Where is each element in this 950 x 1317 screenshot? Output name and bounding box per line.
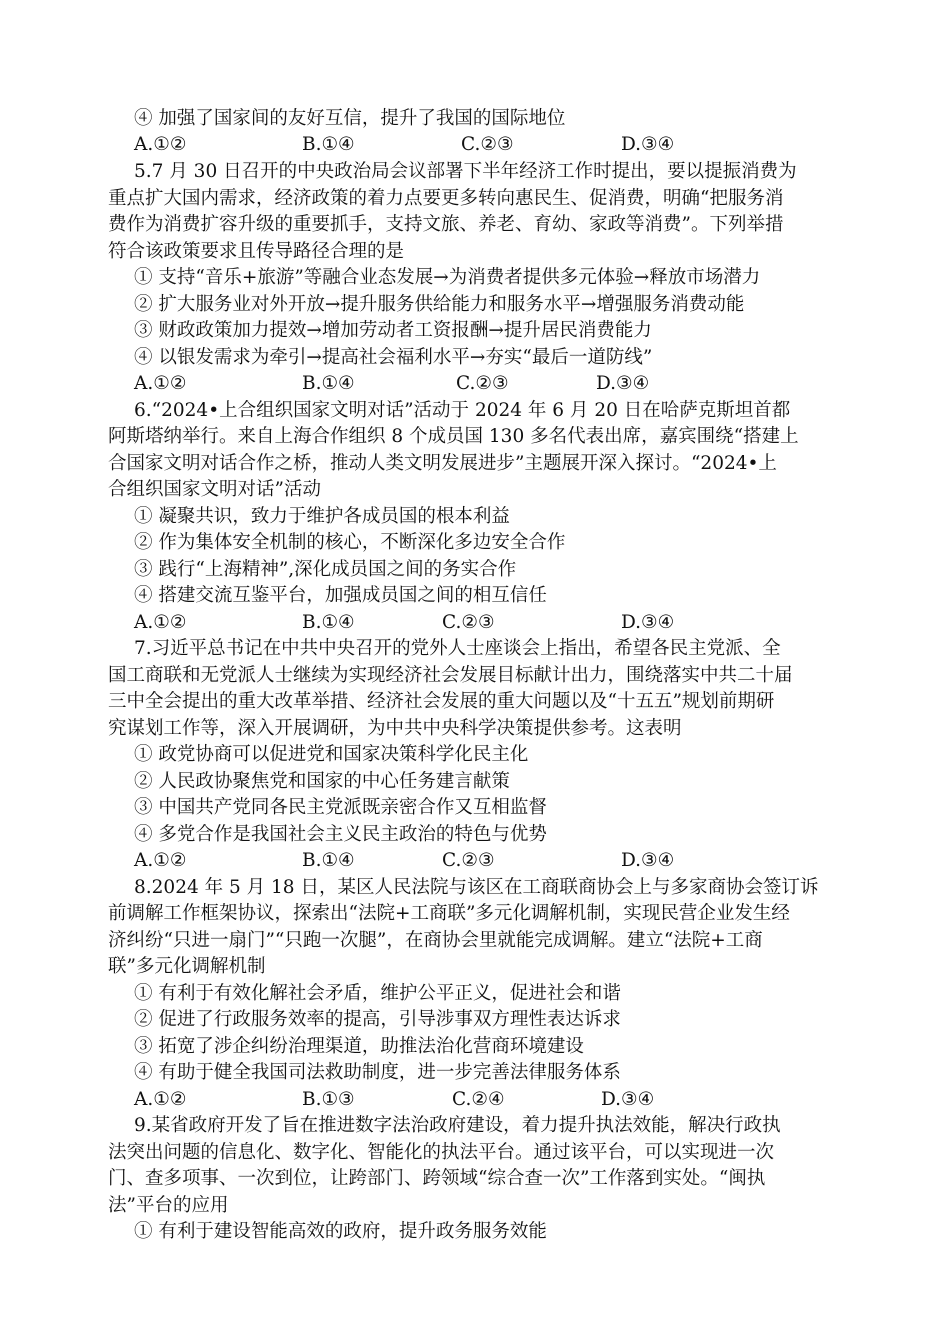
- q9-stem-line-3: 门、查多项事、一次到位，让跨部门、跨领域“综合查一次”工作落到实处。“闽执: [108, 1168, 766, 1189]
- q6-choice-c: C.②③: [442, 612, 495, 633]
- q8-stem-line-1: 8.2024 年 5 月 18 日，某区人民法院与该区在工商联商协会上与多家商协会签订诉: [134, 877, 819, 898]
- q7-stem-line-4: 究谋划工作等，深入开展调研，为中共中央科学决策提供参考。这表明: [108, 718, 682, 739]
- q4-option-4: ④ 加强了国家间的友好互信，提升了我国的国际地位: [134, 108, 566, 129]
- q7-stem-line-3: 三中全会提出的重大改革举措、经济社会发展的重大问题以及“十五五”规划前期研: [108, 691, 775, 712]
- q8-choice-c: C.②④: [452, 1089, 505, 1110]
- q7-choice-d: D.③④: [621, 850, 675, 871]
- q6-choice-b: B.①④: [302, 612, 355, 633]
- q5-choice-a: A.①②: [134, 373, 187, 394]
- q8-choice-d: D.③④: [601, 1089, 655, 1110]
- q7-option-1: ① 政党协商可以促进党和国家决策科学化民主化: [134, 744, 529, 765]
- q7-choice-c: C.②③: [442, 850, 495, 871]
- q9-option-1: ① 有利于建设智能高效的政府，提升政务服务效能: [134, 1221, 547, 1242]
- q6-option-4: ④ 搭建交流互鉴平台，加强成员国之间的相互信任: [134, 585, 547, 606]
- q5-choice-c: C.②③: [456, 373, 509, 394]
- q7-option-3: ③ 中国共产党同各民主党派既亲密合作又互相监督: [134, 797, 547, 818]
- q7-option-4: ④ 多党合作是我国社会主义民主政治的特色与优势: [134, 824, 547, 845]
- q5-stem-line-4: 符合该政策要求且传导路径合理的是: [108, 241, 405, 262]
- q9-stem-line-2: 法突出问题的信息化、数字化、智能化的执法平台。通过该平台，可以实现进一次: [108, 1142, 775, 1163]
- q5-stem-line-1: 5.7 月 30 日召开的中央政治局会议部署下半年经济工作时提出，要以提振消费为: [134, 161, 797, 182]
- q6-stem-line-4: 合组织国家文明对话”活动: [108, 479, 321, 500]
- q8-choice-b: B.①③: [302, 1089, 355, 1110]
- q5-option-1: ① 支持“音乐+旅游”等融合业态发展→为消费者提供多元体验→释放市场潜力: [134, 267, 761, 288]
- q8-option-1: ① 有利于有效化解社会矛盾，维护公平正义，促进社会和谐: [134, 983, 621, 1004]
- q7-stem-line-1: 7.习近平总书记在中共中央召开的党外人士座谈会上指出，希望各民主党派、全: [134, 638, 781, 659]
- q6-choice-d: D.③④: [621, 612, 675, 633]
- q5-stem-line-3: 费作为消费扩容升级的重要抓手，支持文旅、养老、育幼、家政等消费”。下列举措: [108, 214, 784, 235]
- q4-choice-c: C.②③: [461, 134, 514, 155]
- q4-choice-a: A.①②: [134, 134, 187, 155]
- q4-choice-d: D.③④: [621, 134, 675, 155]
- q7-stem-line-2: 国工商联和无党派人士继续为实现经济社会发展目标献计出力，围绕落实中共二十届: [108, 665, 793, 686]
- q9-stem-line-4: 法”平台的应用: [108, 1195, 229, 1216]
- q6-option-2: ② 作为集体安全机制的核心，不断深化多边安全合作: [134, 532, 566, 553]
- q8-stem-line-2: 前调解工作框架协议，探索出“法院+工商联”多元化调解机制，实现民营企业发生经: [108, 903, 790, 924]
- q5-option-3: ③ 财政政策加力提效→增加劳动者工资报酬→提升居民消费能力: [134, 320, 652, 341]
- q8-stem-line-4: 联”多元化调解机制: [108, 956, 266, 977]
- q7-choice-b: B.①④: [302, 850, 355, 871]
- q8-option-3: ③ 拓宽了涉企纠纷治理渠道，助推法治化营商环境建设: [134, 1036, 584, 1057]
- q6-option-3: ③ 践行“上海精神”,深化成员国之间的务实合作: [134, 559, 517, 580]
- q7-choice-a: A.①②: [134, 850, 187, 871]
- q6-stem-line-2: 阿斯塔纳举行。来自上海合作组织 8 个成员国 130 多名代表出席，嘉宾围绕“搭建上: [108, 426, 799, 447]
- q8-choice-a: A.①②: [134, 1089, 187, 1110]
- q4-choice-b: B.①④: [302, 134, 355, 155]
- q6-choice-a: A.①②: [134, 612, 187, 633]
- q6-stem-line-1: 6.“2024•上合组织国家文明对话”活动于 2024 年 6 月 20 日在哈萨克斯坦首都: [134, 400, 791, 421]
- q8-option-2: ② 促进了行政服务效率的提高，引导涉事双方理性表达诉求: [134, 1009, 621, 1030]
- q8-option-4: ④ 有助于健全我国司法救助制度，进一步完善法律服务体系: [134, 1062, 621, 1083]
- q5-option-2: ② 扩大服务业对外开放→提升服务供给能力和服务水平→增强服务消费动能: [134, 294, 745, 315]
- q5-stem-line-2: 重点扩大国内需求，经济政策的着力点要更多转向惠民生、促消费，明确“把服务消: [108, 188, 784, 209]
- q6-option-1: ① 凝聚共识，致力于维护各成员国的根本利益: [134, 506, 510, 527]
- q5-choice-d: D.③④: [596, 373, 650, 394]
- q6-stem-line-3: 合国家文明对话合作之桥，推动人类文明发展进步”主题展开深入探讨。“2024•上: [108, 453, 777, 474]
- q5-choice-b: B.①④: [302, 373, 355, 394]
- q7-option-2: ② 人民政协聚焦党和国家的中心任务建言献策: [134, 771, 510, 792]
- q8-stem-line-3: 济纠纷“只进一扇门”“只跑一次腿”，在商协会里就能完成调解。建立“法院+工商: [108, 930, 763, 951]
- q9-stem-line-1: 9.某省政府开发了旨在推进数字法治政府建设，着力提升执法效能，解决行政执: [134, 1115, 781, 1136]
- q5-option-4: ④ 以银发需求为牵引→提高社会福利水平→夯实“最后一道防线”: [134, 347, 653, 368]
